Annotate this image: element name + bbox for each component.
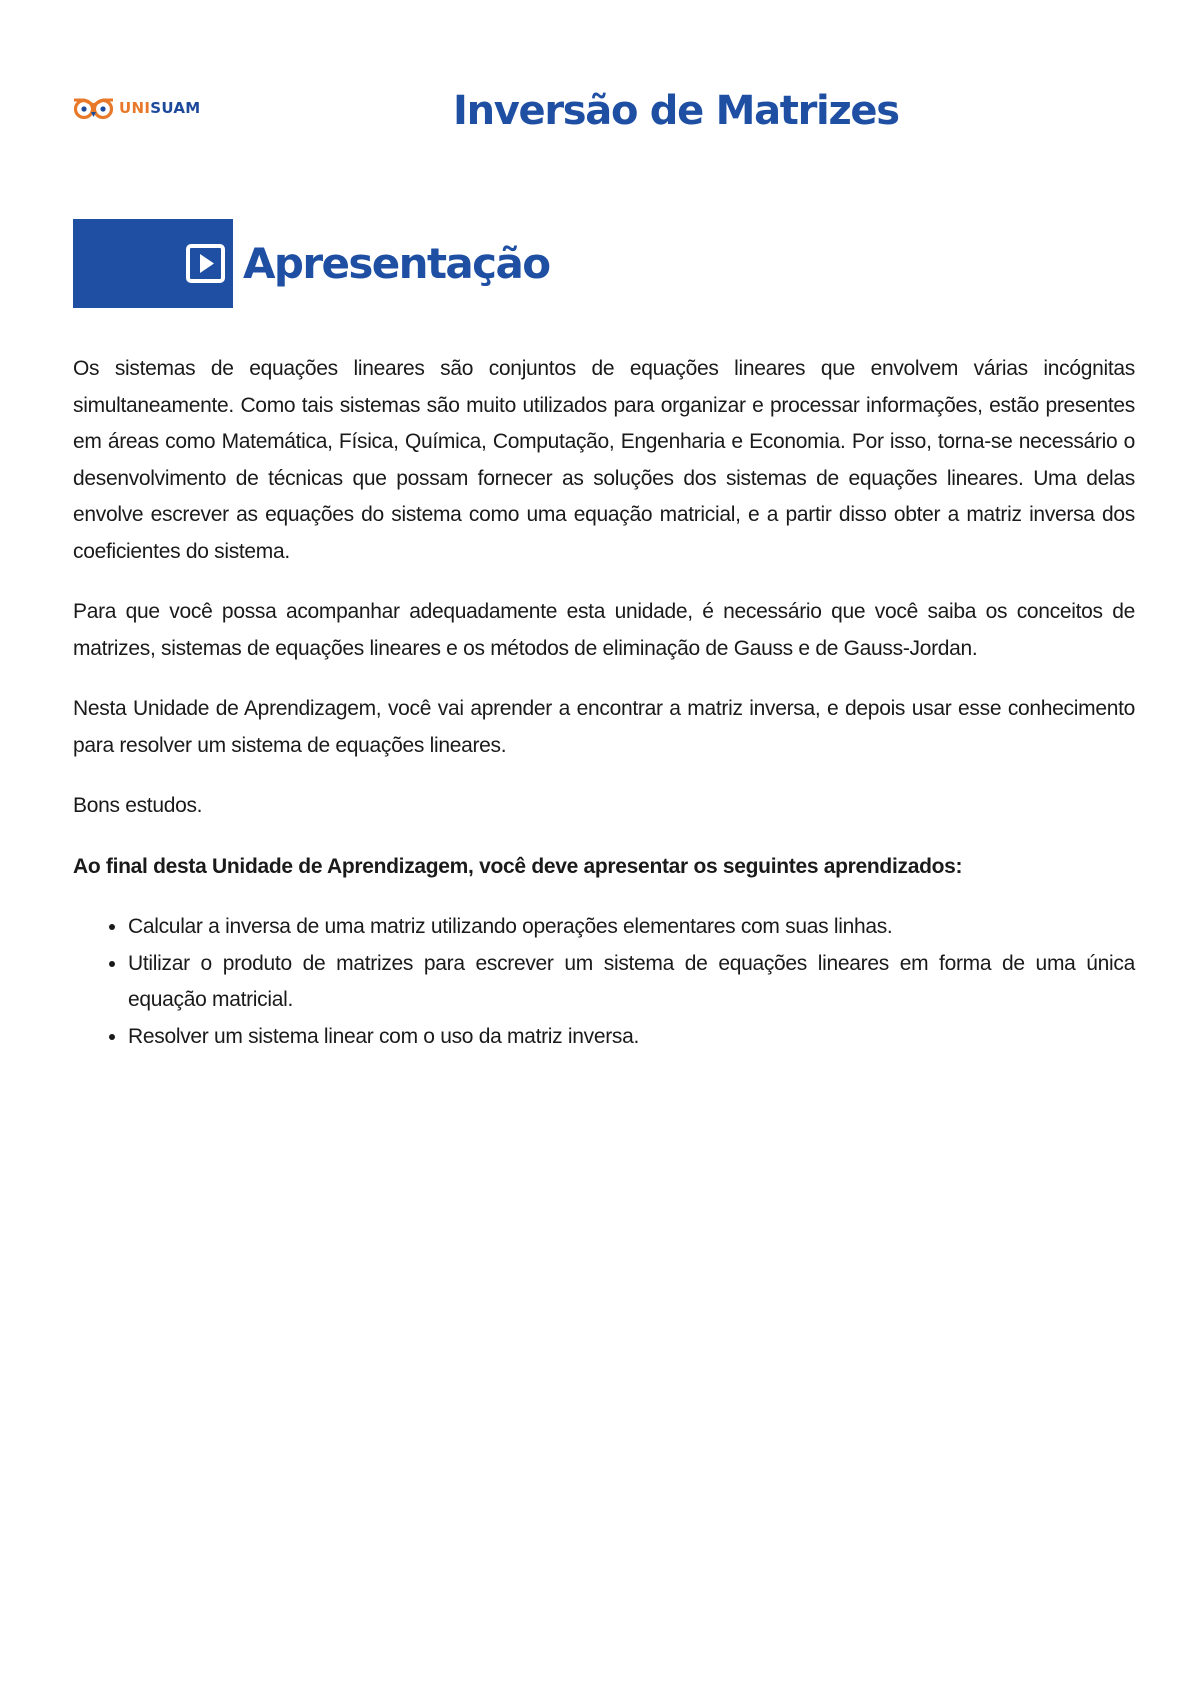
objectives-list bbox=[73, 909, 1135, 1055]
unisuam-logo bbox=[73, 96, 200, 120]
logo-wordmark: UNISUAM bbox=[119, 99, 201, 117]
closing-paragraph: Bons estudos. bbox=[73, 794, 203, 817]
main-content bbox=[73, 351, 1135, 1055]
objectives-heading: Ao final desta Unidade de Aprendizagem, você deve apresentar os seguintes aprendizados: bbox=[73, 854, 963, 878]
objective-item: • Calcular a inversa de uma matriz utilizando operações elementares com suas linhas. bbox=[128, 909, 1135, 946]
section-title: Apresentação bbox=[243, 239, 550, 288]
play-icon bbox=[186, 244, 225, 283]
section-banner bbox=[73, 219, 233, 308]
prerequisites-paragraph: Para que você possa acompanhar adequadamente esta unidade, é necessário que você saiba os conceitos de matrizes, sistemas de equações lineares e os métodos de eliminação de Gauss e de Gauss-Jordan. bbox=[73, 600, 1135, 660]
document-title: Inversão de Matrizes bbox=[453, 88, 899, 134]
section-header bbox=[73, 219, 549, 308]
intro-paragraph: Os sistemas de equações lineares são conjuntos de equações lineares que envolvem várias incógnitas simultaneamente. Como tais sistemas são muito utilizados para organizar e processar informações, estão presentes em áreas como Matemática, Física, Química, Computação, Engenharia e Economia. Por isso, torna-se necessário o desenvolvimento de técnicas que possam fornecer as soluções dos sistemas de equações lineares. Uma delas envolve escrever as equações do sistema como uma equação matricial, e a partir disso obter a matriz inversa dos coeficientes do sistema. bbox=[73, 357, 1135, 563]
unit-goal-paragraph: Nesta Unidade de Aprendizagem, você vai aprender a encontrar a matriz inversa, e depois usar esse conhecimento para resolver um sistema de equações lineares. bbox=[73, 697, 1135, 757]
owl-icon bbox=[73, 96, 115, 120]
page-header bbox=[73, 80, 1133, 160]
objective-item: • Utilizar o produto de matrizes para escrever um sistema de equações lineares em forma de uma única equação matricial. bbox=[128, 946, 1135, 1019]
objective-item: • Resolver um sistema linear com o uso da matriz inversa. bbox=[128, 1019, 1135, 1056]
